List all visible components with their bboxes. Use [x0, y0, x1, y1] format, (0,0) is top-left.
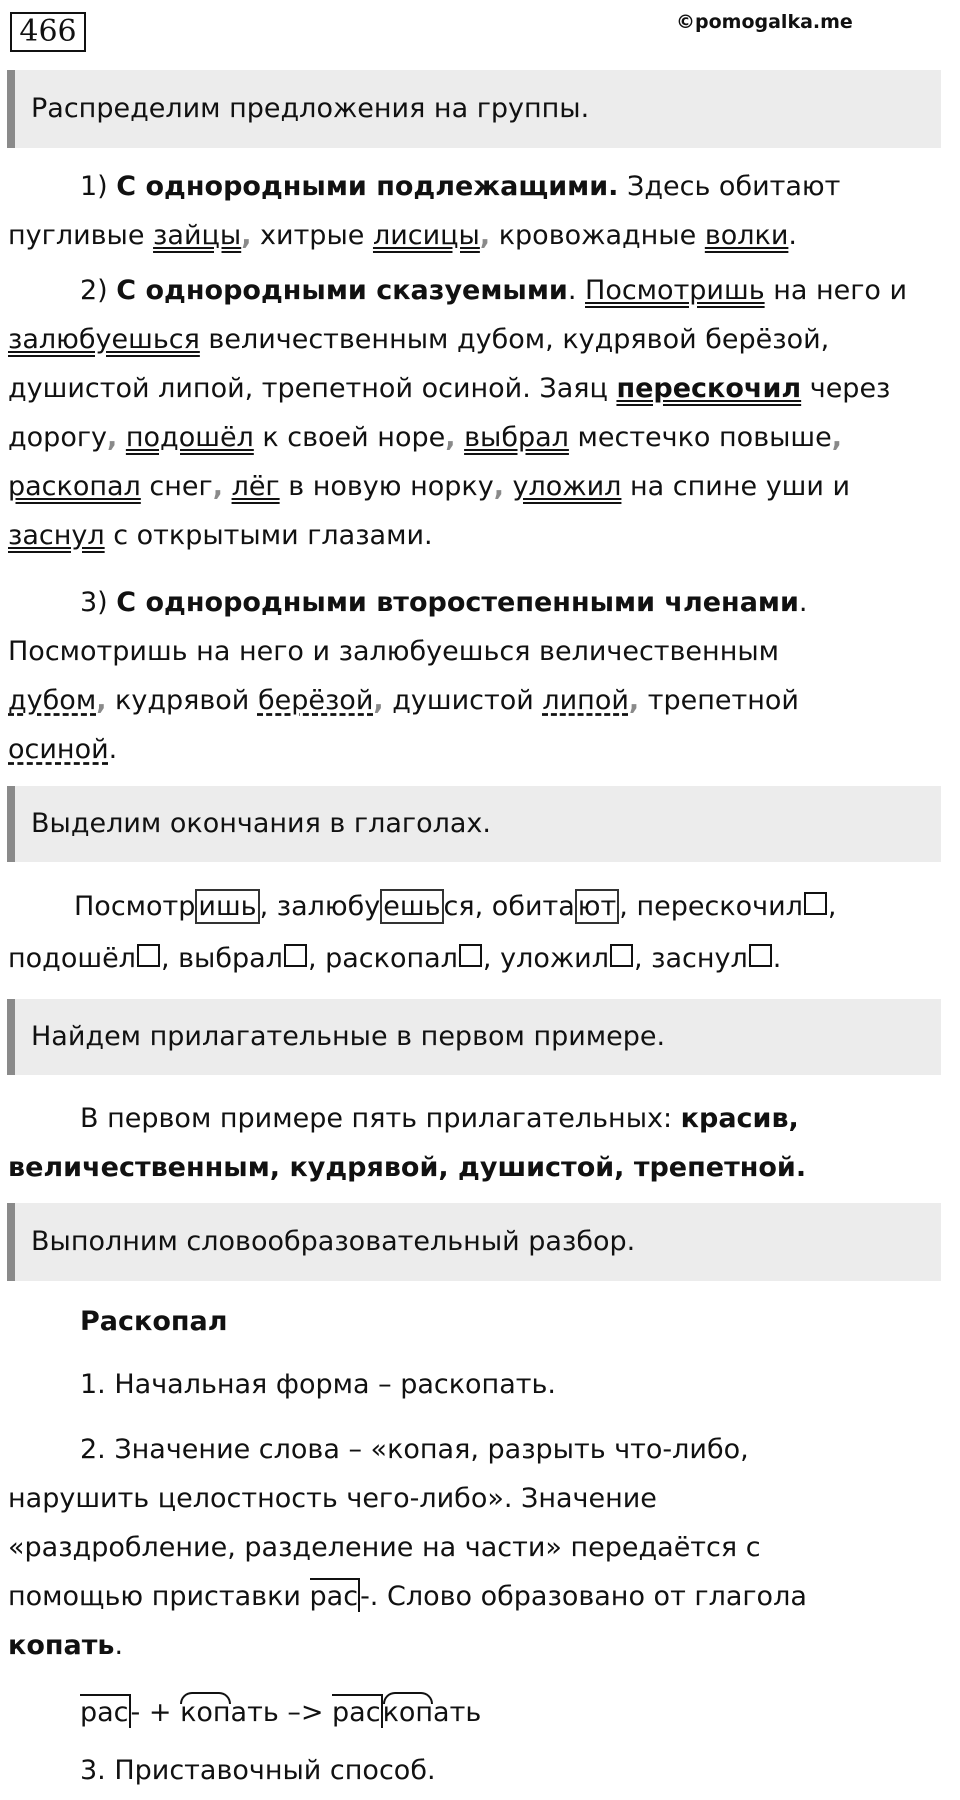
prefix-mark: рас	[80, 1694, 131, 1728]
root-arc: коп	[180, 1688, 230, 1737]
analysis-item2-line1: 2. Значение слова – «копая, разрыть что-либо,	[80, 1434, 749, 1465]
root-arc: коп	[383, 1688, 433, 1737]
zero-ending-box	[749, 944, 772, 967]
group3-line3: дубом, кудрявой берёзой, душистой липой, трепетной	[8, 685, 799, 716]
endings-line2: подошёл , выбрал , раскопал , уложил , заснул .	[8, 943, 782, 974]
analysis-item2-line4: помощью приставки рас-. Слово образовано от глагола	[8, 1572, 948, 1621]
group2-line4: дорогу, подошёл к своей норе, выбрал местечко повыше,	[8, 422, 843, 453]
zero-ending-box	[137, 944, 160, 967]
analysis-item1: 1. Начальная форма – раскопать.	[80, 1369, 556, 1400]
analysis-item3: 3. Приставочный способ.	[80, 1755, 436, 1786]
prefix-mark: рас	[332, 1694, 383, 1728]
section-heading: Выполним словообразовательный разбор.	[7, 1203, 941, 1281]
task-number-box: 466	[10, 12, 86, 52]
zero-ending-box	[284, 944, 307, 967]
prefix-mark: рас	[310, 1578, 361, 1612]
section-heading: Распределим предложения на группы.	[7, 70, 941, 148]
analysis-word: Раскопал	[80, 1306, 228, 1337]
group2-line2: залюбуешься величественным дубом, кудрявой берёзой,	[8, 324, 830, 355]
group2-title: С однородными сказуемыми	[116, 275, 568, 306]
analysis-item2-line2: нарушить целостность чего-либо». Значение	[8, 1483, 657, 1514]
section-heading: Найдем прилагательные в первом примере.	[7, 999, 941, 1075]
group1-title: С однородными подлежащими.	[116, 171, 619, 202]
group2-line6: заснул с открытыми глазами.	[8, 520, 433, 551]
site-watermark: ©pomogalka.me	[676, 11, 853, 33]
group3-line2: Посмотришь на него и залюбуешься величественным	[8, 636, 780, 667]
analysis-item2-line5: копать.	[8, 1630, 124, 1661]
adjectives-line1: В первом примере пять прилагательных: красив,	[80, 1103, 799, 1134]
analysis-item2-line3: «раздробление, разделение на части» передаётся с	[8, 1532, 761, 1563]
group2-line3: душистой липой, трепетной осиной. Заяц перескочил через	[8, 373, 891, 404]
zero-ending-box	[804, 892, 827, 915]
group1-line1: 1) С однородными подлежащими. Здесь обитают	[80, 171, 841, 202]
adjectives-line2: величественным, кудрявой, душистой, трепетной.	[8, 1152, 807, 1183]
ending-box: ют	[575, 889, 619, 924]
zero-ending-box	[610, 944, 633, 967]
section-heading: Выделим окончания в глаголах.	[7, 786, 941, 862]
ending-box: ишь	[195, 889, 259, 924]
group3-title: С однородными второстепенными членами	[116, 587, 799, 618]
zero-ending-box	[459, 944, 482, 967]
group2-line1: 2) С однородными сказуемыми. Посмотришь на него и	[80, 275, 908, 306]
endings-line1: Посмотр ишь , залюбу ешь ся, обита ют , перескочил ,	[74, 891, 837, 922]
group1-line2: пугливые зайцы, хитрые лисицы, кровожадные волки.	[8, 220, 797, 251]
group2-line5: раскопал снег, лёг в новую норку, уложил на спине уши и	[8, 471, 851, 502]
word-formation-scheme: рас- + копать –> раскопать	[8, 1688, 960, 1737]
ending-box: ешь	[380, 889, 443, 924]
group3-line1: 3) С однородными второстепенными членами.	[80, 587, 808, 618]
group3-line4: осиной.	[8, 734, 118, 765]
